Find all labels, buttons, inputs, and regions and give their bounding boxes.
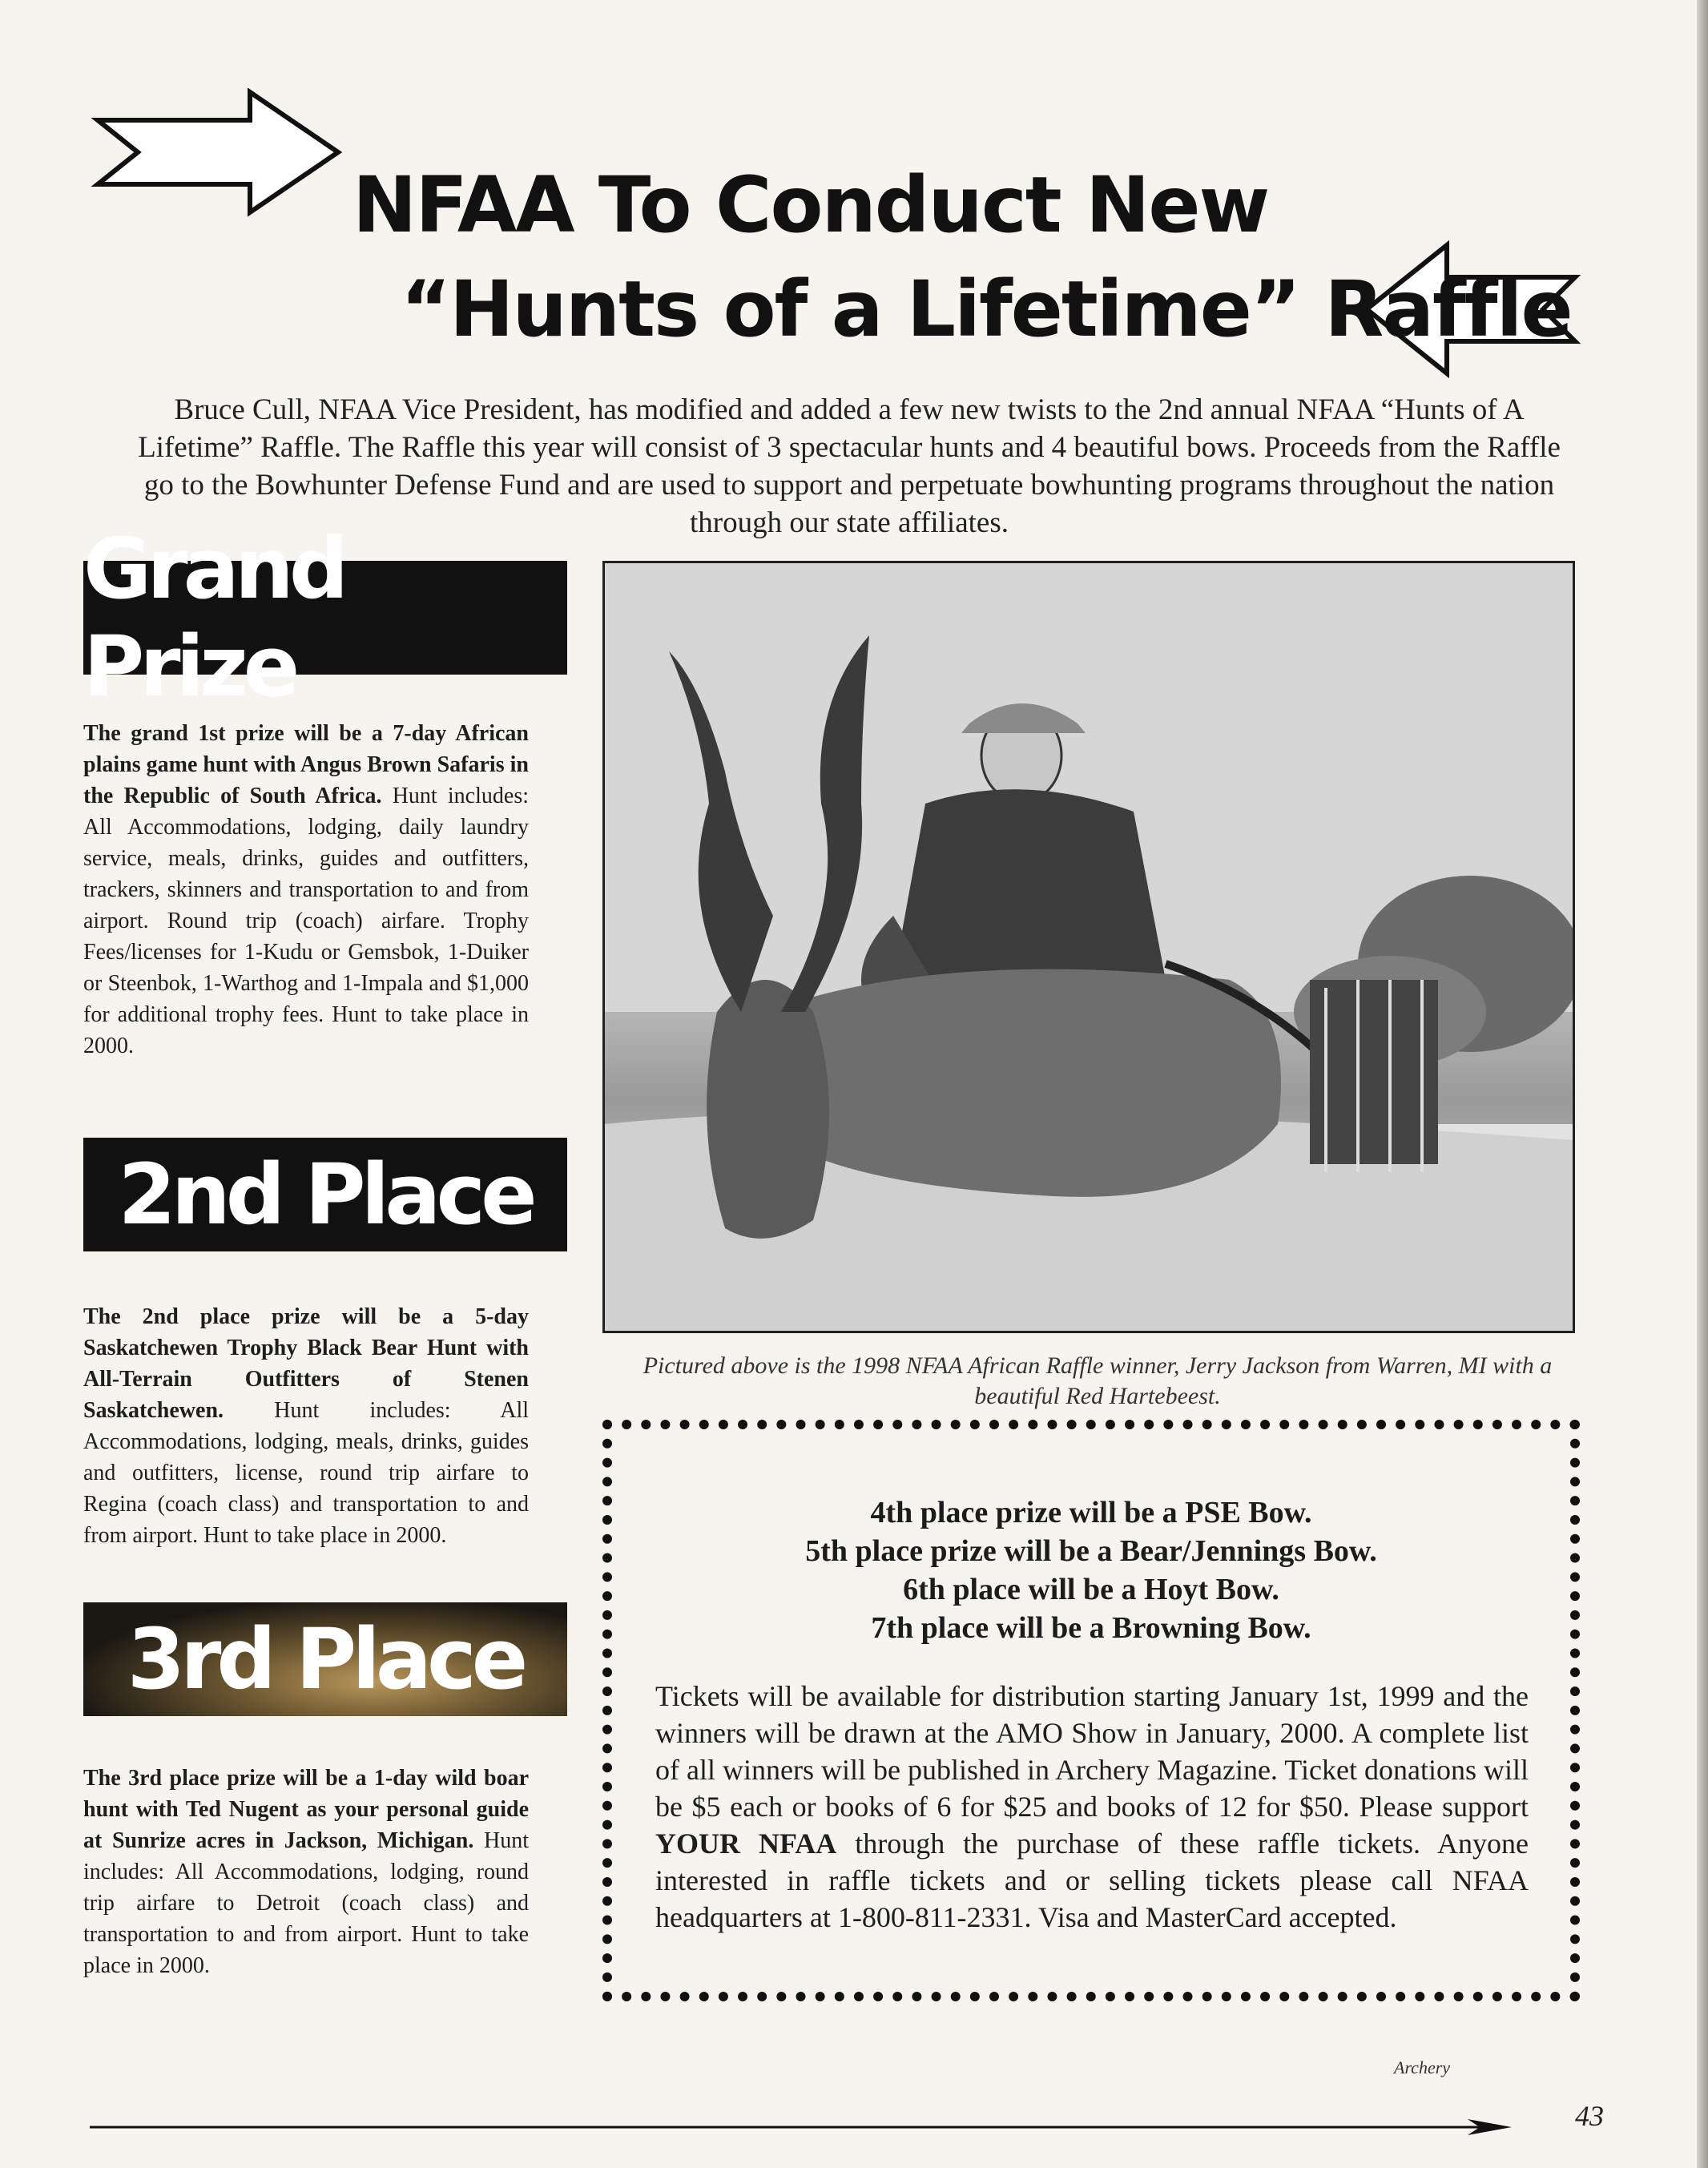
bows-and-tickets-box <box>602 1420 1580 2001</box>
second-place-text <box>83 1301 529 1551</box>
bow-prizes-list <box>612 1493 1570 1647</box>
tickets-paragraph <box>655 1678 1529 1936</box>
grand-prize-body: Hunt includes: All Accommodations, lodging, daily laundry service, meals, drinks, guides and outfitters, trackers, skinners and transportation to and from airport. Round trip (coach) airfare. Trophy Fees/licenses for 1-Kudu or Gemsbok, 1-Duiker or Steenbok, 1-Warthog and 1-Impala and $1,000 for additional trophy fees. Hunt to take place in 2000. <box>83 784 529 1058</box>
bow-prize-7th: 7th place will be a Browning Bow. <box>871 1611 1311 1645</box>
page-number: 43 <box>1575 2100 1604 2132</box>
grand-prize-lead: The grand 1st prize will be a 7-day African plains game hunt with Angus Brown Safaris in the Republic of South Africa. <box>83 721 529 808</box>
bow-prize-4th: 4th place prize will be a PSE Bow. <box>870 1496 1312 1529</box>
third-place-text <box>83 1763 529 1981</box>
tickets-text-after: through the purchase of these raffle tickets. Anyone interested in raffle tickets and or selling tickets please call NFAA headquarters at 1-800-811-2331. Visa and MasterCard accepted. <box>655 1827 1529 1933</box>
third-place-lead: The 3rd place prize will be a 1-day wild boar hunt with Ted Nugent as your personal guide at Sunrize acres in Jackson, Michigan. <box>83 1766 529 1853</box>
right-arrow-icon <box>90 88 346 232</box>
tickets-emphasis: YOUR NFAA <box>655 1827 837 1860</box>
intro-paragraph: Bruce Cull, NFAA Vice President, has modified and added a few new twists to the 2nd annual NFAA “Hunts of A Lifetime” Raffle. The Raffle this year will consist of 3 spectacular hunts and 4 beautiful bows. Proceeds from the Raffle go to the Bowhunter Defense Fund and are used to support and perpetuate bowhunting programs throughout the nation through our state affiliates. <box>138 393 1561 539</box>
footer-magazine-name: Archery <box>1394 2057 1451 2077</box>
tickets-text-before: Tickets will be available for distribution starting January 1st, 1999 and the winners will be drawn at the AMO Show in January, 2000. A complete list of all winners will be published in Archery Magazine. Ticket donations will be $5 each or books of 6 for $25 and books of 12 for $50. Please support <box>655 1680 1529 1823</box>
second-place-banner: 2nd Place <box>83 1138 567 1251</box>
photo-caption: Pictured above is the 1998 NFAA African Raffle winner, Jerry Jackson from Warren, MI with a beautiful Red Hartebeest. <box>643 1352 1553 1409</box>
page-edge <box>1697 0 1708 2168</box>
title-line-1: NFAA To Conduct New <box>352 160 1269 250</box>
third-place-body: Hunt includes: All Accommodations, lodging, round trip airfare to Detroit (coach class) and transportation to and from airport. Hunt to take place in 2000. <box>83 1828 529 1978</box>
bow-prize-5th: 5th place prize will be a Bear/Jennings Bow. <box>805 1534 1377 1568</box>
grand-prize-banner: Grand Prize <box>83 561 567 675</box>
title-line-2: “Hunts of a Lifetime” Raffle <box>401 264 1572 354</box>
hunter-photo <box>602 561 1575 1333</box>
third-place-banner: 3rd Place <box>83 1602 567 1716</box>
second-place-body: Hunt includes: All Accommodations, lodging, meals, drinks, guides and outfitters, license, round trip airfare to Regina (coach class) and transportation to and from airport. Hunt to take place in 2000. <box>83 1398 529 1548</box>
bow-prize-6th: 6th place will be a Hoyt Bow. <box>903 1573 1279 1606</box>
grand-prize-text <box>83 718 529 1062</box>
footer-arrow-rule <box>90 2115 1516 2139</box>
hunter-photo-illustration <box>605 563 1573 1331</box>
second-place-lead: The 2nd place prize will be a 5-day Saskatchewen Trophy Black Bear Hunt with All-Terrain Outfitters of Stenen Saskatchewen. <box>83 1304 529 1423</box>
